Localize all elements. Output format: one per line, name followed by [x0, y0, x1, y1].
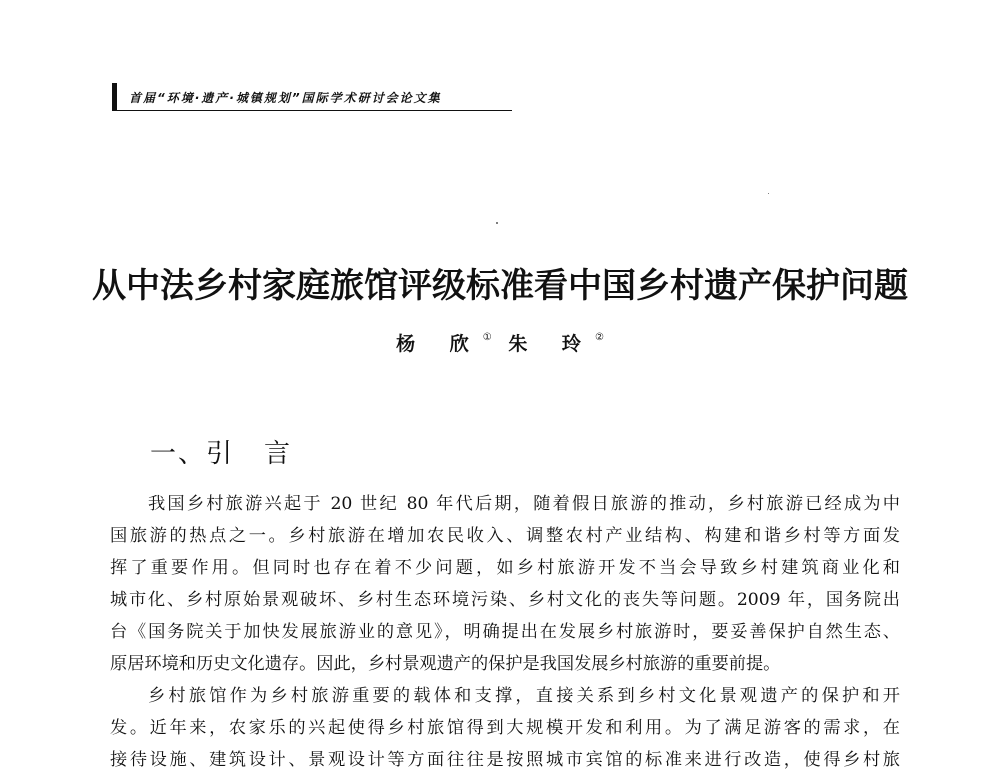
author-footnote-mark: ①	[482, 332, 492, 343]
author-line	[0, 329, 1000, 356]
paragraph-line: 乡村旅馆作为乡村旅游重要的载体和支撑，直接关系到乡村文化景观遗产的保护和开	[148, 686, 900, 706]
paragraph-line: 城市化、乡村原始景观破坏、乡村生态环境污染、乡村文化的丧失等问题。2009 年，国务院出	[110, 590, 900, 610]
paragraph-line: 台《国务院关于加快发展旅游业的意见》，明确提出在发展乡村旅游时，要妥善保护自然生态、	[110, 622, 900, 642]
paragraph-line: 国旅游的热点之一。乡村旅游在增加农民收入、调整农村产业结构、构建和谐乡村等方面发	[110, 526, 900, 546]
paragraph-line: 我国乡村旅游兴起于 20 世纪 80 年代后期，随着假日旅游的推动，乡村旅游已经成为中	[148, 494, 900, 514]
running-header	[112, 83, 512, 111]
section-heading	[150, 433, 292, 470]
paper-title: 从中法乡村家庭旅馆评级标准看中国乡村遗产保护问题	[92, 266, 908, 306]
paragraph-line: 挥了重要作用。但同时也存在着不少问题，如乡村旅游开发不当会导致乡村建筑商业化和	[110, 558, 900, 578]
scan-speck	[768, 193, 769, 194]
paragraph-line: 原居环境和历史文化遗存。因此，乡村景观遗产的保护是我国发展乡村旅游的重要前提。	[110, 654, 781, 674]
section-title: 言	[264, 439, 293, 469]
body-text	[110, 488, 900, 776]
section-number: 一、引	[150, 439, 235, 469]
paragraph-line: 接待设施、建筑设计、景观设计等方面往往是按照城市宾馆的标准来进行改造，使得乡村旅	[110, 750, 900, 770]
scan-speck	[496, 222, 498, 224]
author	[396, 329, 492, 356]
author	[508, 329, 604, 356]
author-footnote-mark: ②	[594, 332, 604, 343]
author-name: 杨 欣	[396, 333, 483, 355]
paragraph-line: 发。近年来，农家乐的兴起使得乡村旅馆得到大规模开发和利用。为了满足游客的需求，在	[110, 718, 900, 738]
running-header-text: 首届“环境·遗产·城镇规划”国际学术研讨会论文集	[129, 91, 442, 105]
author-name: 朱 玲	[508, 333, 595, 355]
